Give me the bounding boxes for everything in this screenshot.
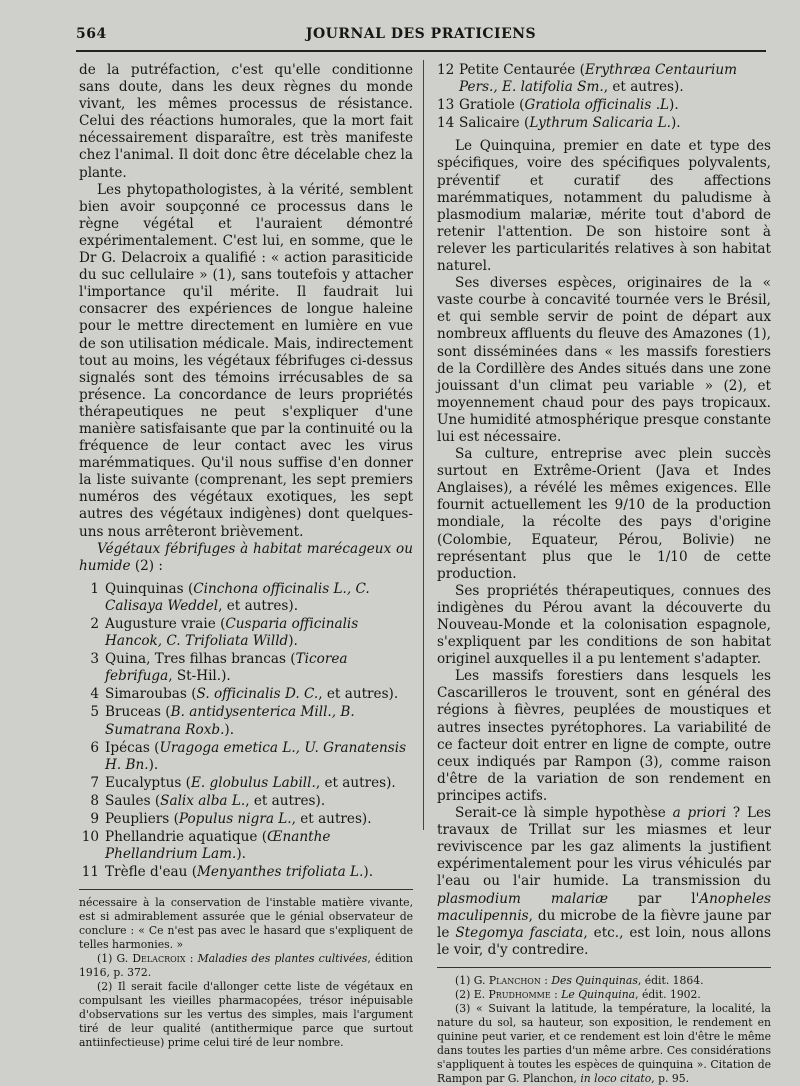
footnote-rest: , édit. 1864.: [637, 973, 704, 987]
plant-latin: Cinchona officinalis L., C. Calisaya Weddel: [105, 580, 370, 614]
text-run: ? Les travaux de Trillat sur les miasmes et leur reviviscence par les gaz aliments la justifient expérimentalement pour les virus véhiculés par l'eau ou l'air humide. La transmission du: [437, 805, 771, 890]
list-item: 9 Peupliers (Populus nigra L., et autres).: [79, 811, 413, 828]
footnote-author: Delacroix: [132, 952, 186, 966]
list-item-number: 1: [90, 580, 99, 597]
text-run: Serait-ce là simple hypothèse: [455, 805, 673, 822]
footnote-rule: [79, 889, 413, 890]
text-run-italic: Anopheles maculipennis: [437, 890, 771, 924]
plant-name: Bruceas: [105, 704, 161, 721]
plant-latin: Erythræa Centaurium Pers., E. latifolia Sm.: [459, 62, 738, 96]
text-run-italic: a priori: [672, 805, 727, 822]
list-item: 14 Salicaire (Lythrum Salicaria L.).: [437, 115, 681, 132]
footnote-title: Le Quinquina: [561, 987, 636, 1001]
plant-list-heading-italic: Végétaux fébrifuges à habitat marécageux ou humide: [79, 540, 413, 574]
list-item: 5 Bruceas (B. antidysenterica Mill., B. Sumatrana Roxb.).: [79, 704, 413, 738]
list-item-number: 4: [90, 686, 99, 703]
footnote-author: Planchon: [488, 973, 541, 987]
plant-latin: E. globulus Labill.: [190, 774, 316, 791]
text-run-italic: plasmodium malariæ: [437, 890, 608, 907]
text-run: , du microbe de la fièvre jaune par le: [437, 907, 771, 941]
list-item: 8 Saules (Salix alba L., et autres).: [79, 793, 413, 810]
list-item-number: 10: [81, 829, 99, 846]
plant-name: Quina, Tres filhas brancas: [105, 651, 286, 668]
plant-latin: Lythrum Salicaria L.: [529, 115, 671, 132]
footnote-continuation: nécessaire à la conservation de l'instable matière vivante, est si admirablement assurée que le génial observateur de conclure : « Ce n'est pas avec le hasard que s'expliquent de telles harmonies. »: [79, 896, 413, 952]
plant-latin: Salix alba L.: [160, 792, 246, 809]
plant-name: Ipécas: [105, 739, 150, 756]
list-item: 11 Trèfle d'eau (Menyanthes trifoliata L.).: [79, 864, 413, 881]
plant-latin: Œnanthe Phellandrium Lam.: [105, 829, 331, 863]
plant-name: Trèfle d'eau: [105, 864, 188, 881]
plant-list-right: [437, 62, 771, 132]
list-item-number: 3: [90, 651, 99, 668]
plant-latin: Uragoga emetica L., U. Granatensis H. Bn.: [105, 739, 407, 773]
text-run-italic: Stegomya fasciata: [455, 924, 584, 941]
right-paragraph-4: Ses propriétés thérapeutiques, connues des indigènes du Pérou avant la découverte du Nouveau-Monde et la colonisation espagnole, s'expliquent par les conditions de son habitat originel auxquelles il a pu lentement s'adapter.: [437, 582, 771, 668]
footnote-1: (1) G. Delacroix : Maladies des plantes cultivées, édition 1916, p. 372.: [79, 952, 413, 980]
plant-latin: Populus nigra L.: [178, 811, 292, 828]
list-item-number: 12: [437, 62, 455, 78]
plant-latin: Cusparia officinalis Hancok, C. Trifoliata Willd: [105, 616, 359, 650]
plant-name: Simaroubas: [105, 686, 187, 703]
text-run-italic: in loco citato: [580, 1071, 652, 1085]
plant-rest: , et autres).: [218, 597, 299, 614]
plant-rest: , et autres).: [603, 79, 684, 96]
plant-rest: , et autres).: [245, 792, 326, 809]
plant-list-heading-ref: (2) :: [130, 557, 163, 574]
footnote-2: (2) E. Prudhomme : Le Quinquina, édit. 1902.: [455, 987, 701, 1001]
plant-latin: B. antidysenterica Mill., B. Sumatrana Roxb.: [105, 704, 355, 738]
footnote-number: (1) G.: [455, 973, 486, 987]
right-paragraph-5: Les massifs forestiers dans lesquels les Cascarilleros le trouvent, sont en général des régions à fièvres, peuplées de moustiques et autres insectes pyrétophores. La variabilité de ce facteur doit entrer en ligne de compte, outre ceux indiqués par Rampon (3), comme raison d'être de la variation de son rendement en principes actifs.: [437, 668, 771, 804]
text-run: , etc., est loin, nous allons le voir, d'y contredire.: [437, 924, 771, 958]
plant-name: Augusture vraie: [105, 616, 216, 632]
list-item-number: 6: [90, 739, 99, 756]
list-item-number: 8: [90, 792, 99, 809]
plant-list-heading: [79, 541, 413, 575]
right-column: [437, 62, 771, 1086]
journal-title: JOURNAL DES PRATICIENS: [305, 26, 537, 42]
footnote-rule: [437, 967, 771, 968]
plant-latin: Menyanthes trifoliata L.: [197, 864, 364, 881]
plant-rest: , et autres).: [315, 774, 396, 791]
footnote-title: Maladies des plantes cultivées: [197, 952, 368, 966]
plant-rest: ).: [148, 756, 159, 773]
list-item: 12 Petite Centaurée (Erythræa Centaurium Pers., E. latifolia Sm., et autres).: [437, 62, 738, 96]
plant-rest: ).: [363, 864, 374, 881]
list-item: 1 Quinquinas (Cinchona officinalis L., C. Calisaya Weddel, et autres).: [79, 581, 413, 615]
footnote-author: Prudhomme: [488, 987, 551, 1001]
plant-rest: , et autres).: [291, 811, 372, 828]
plant-rest: , et autres).: [318, 686, 399, 703]
right-paragraph-6: [437, 805, 771, 959]
plant-latin: Gratiola officinalis .L: [524, 97, 670, 114]
list-item: 6 Ipécas (Uragoga emetica L., U. Granatensis H. Bn.).: [79, 740, 413, 774]
plant-name: Petite Centaurée: [459, 62, 576, 78]
plant-rest: ).: [288, 633, 298, 650]
footnote-rest: , édition 1916, p. 372.: [79, 952, 413, 980]
footnote-title: Des Quinquinas: [551, 973, 638, 987]
list-item-number: 13: [437, 97, 455, 114]
page-header: [76, 22, 766, 46]
plant-name: Gratiole: [459, 97, 515, 114]
footnote-rest: , édit. 1902.: [635, 987, 701, 1001]
list-item-number: 5: [90, 704, 99, 721]
footnote-3: [437, 1002, 771, 1086]
text-run: (3) « Suivant la latitude, la température, la localité, la nature du sol, sa hauteur, son exposition, le rendement en quinine peut varier, et ce rendement est loin d'être le même dans toutes les parties d'un même arbre. Ces considérations s'appliquent à toutes les espèces de quinquina ». Citation de Rampon par G. Planchon,: [437, 1001, 771, 1085]
list-item-number: 7: [90, 774, 99, 791]
plant-list-left: [79, 581, 413, 882]
plant-latin: S. officinalis D. C.: [196, 686, 319, 703]
left-paragraph-1: de la putréfaction, c'est qu'elle conditionne sans doute, dans les deux règnes du monde vivant, les mêmes processus de résistance. Celui des réactions humorales, que la mort fait nécessairement disparaître, est très manifeste chez l'animal. Il doit donc être décelable chez la plante.: [79, 62, 413, 181]
footnote-number: (1) G.: [97, 952, 129, 966]
plant-rest: ).: [670, 115, 681, 132]
plant-name: Eucalyptus: [105, 774, 182, 791]
list-item-number: 2: [90, 616, 99, 632]
list-item-number: 11: [81, 864, 99, 881]
footnote-2: (2) Il serait facile d'allonger cette liste de végétaux en compulsant les vieilles pharmacopées, trésor inépuisable d'observations sur les vertus des simples, mais l'argument tiré de leur qualité (antithermique parce que surtout antiinfectieuse) prime celui tiré de leur nombre.: [79, 980, 413, 1050]
list-item: 10 Phellandrie aquatique (Œnanthe Phellandrium Lam.).: [79, 829, 413, 863]
header-rule: [76, 50, 766, 52]
plant-rest: , St-Hil.).: [168, 668, 231, 685]
right-paragraph-3: Sa culture, entreprise avec plein succès surtout en Extrême-Orient (Java et Indes Anglaises), a révélé les mêmes exigences. Elle fournit actuellement les 9/10 de la production mondiale, la récolte des pays d'origine (Colombie, Equateur, Pérou, Bolivie) ne représentant plus que le 1/10 de cette production.: [437, 446, 771, 582]
list-item-number: 14: [437, 115, 455, 132]
list-item-number: 9: [90, 811, 99, 828]
plant-name: Salicaire: [459, 115, 520, 132]
left-column: [79, 62, 413, 1050]
footnote-number: (2) E.: [455, 987, 486, 1001]
left-paragraph-2: Les phytopathologistes, à la vérité, semblent bien avoir soupçonné ce processus dans le règne végétal et l'auraient démontré expérimentalement. C'est lui, en somme, que le Dr G. Delacroix a qualifié : « action parasiticide du suc cellulaire » (1), sans toutefois y attacher l'importance qu'il mérite. Il faudrait lui consacrer des expériences de longue haleine pour le mettre directement en lumière en vue de son utilisation médicale. Mais, indirectement tout au moins, les végétaux fébrifuges ci-dessus signalés sont des témoins irrécusables de sa présence. La concordance de leurs propriétés thérapeutiques ne peut s'expliquer d'une manière satisfaisante que par la continuité ou la fréquence de leur contact avec les virus marémmatiques. Qu'il nous suffise d'en donner la liste suivante (comprenant, les sept premiers numéros des végétaux exotiques, les sept autres des végétaux indigènes) dont quelques-uns nous arrêteront brièvement.: [79, 181, 414, 540]
plant-name: Quinquinas: [105, 580, 184, 597]
text-run: , p. 95.: [651, 1071, 690, 1085]
right-paragraph-2: Ses diverses espèces, originaires de la « vaste courbe à concavité tournée vers le Brésil, et qui semble servir de point de départ aux nombreux affluents du fleuve des Amazones (1), sont disséminées dans « les massifs forestiers de la Cordillère des Andes situés dans une zone jouissant d'un climat peu variable » (2), et moyennement chaud pour des pays tropicaux. Une humidité atmosphérique presque constante lui est nécessaire.: [437, 275, 771, 445]
list-item: 7 Eucalyptus (E. globulus Labill., et autres).: [79, 775, 413, 792]
plant-rest: ).: [224, 721, 235, 738]
plant-rest: ).: [236, 846, 246, 863]
text-run: par l': [607, 890, 700, 907]
list-item: 2 Augusture vraie (Cusparia officinalis Hancok, C. Trifoliata Willd).: [79, 616, 413, 650]
list-item: 4 Simaroubas (S. officinalis D. C., et autres).: [79, 686, 413, 703]
page-number: 564: [76, 26, 107, 42]
plant-name: Phellandrie aquatique: [105, 829, 258, 846]
plant-rest: ).: [669, 97, 679, 114]
plant-name: Peupliers: [105, 811, 170, 828]
list-item: 3 Quina, Tres filhas brancas (Ticorea febrifuga, St-Hil.).: [79, 651, 413, 685]
right-paragraph-1: Le Quinquina, premier en date et type des spécifiques, voire des spécifiques polyvalents, préventif et curatif des affections marémmatiques, notamment du paludisme à plasmodium malariæ, mérite tout d'abord de retenir l'attention. De son histoire sont à relever les particularités relatives à son habitat naturel.: [437, 138, 771, 275]
footnote-1: (1) G. Planchon : Des Quinquinas, édit. 1864.: [455, 973, 704, 987]
plant-name: Saules: [105, 792, 151, 809]
list-item: 13 Gratiole (Gratiola officinalis .L).: [437, 97, 679, 114]
column-divider: [423, 60, 424, 830]
plant-latin: Ticorea febrifuga: [105, 651, 348, 685]
